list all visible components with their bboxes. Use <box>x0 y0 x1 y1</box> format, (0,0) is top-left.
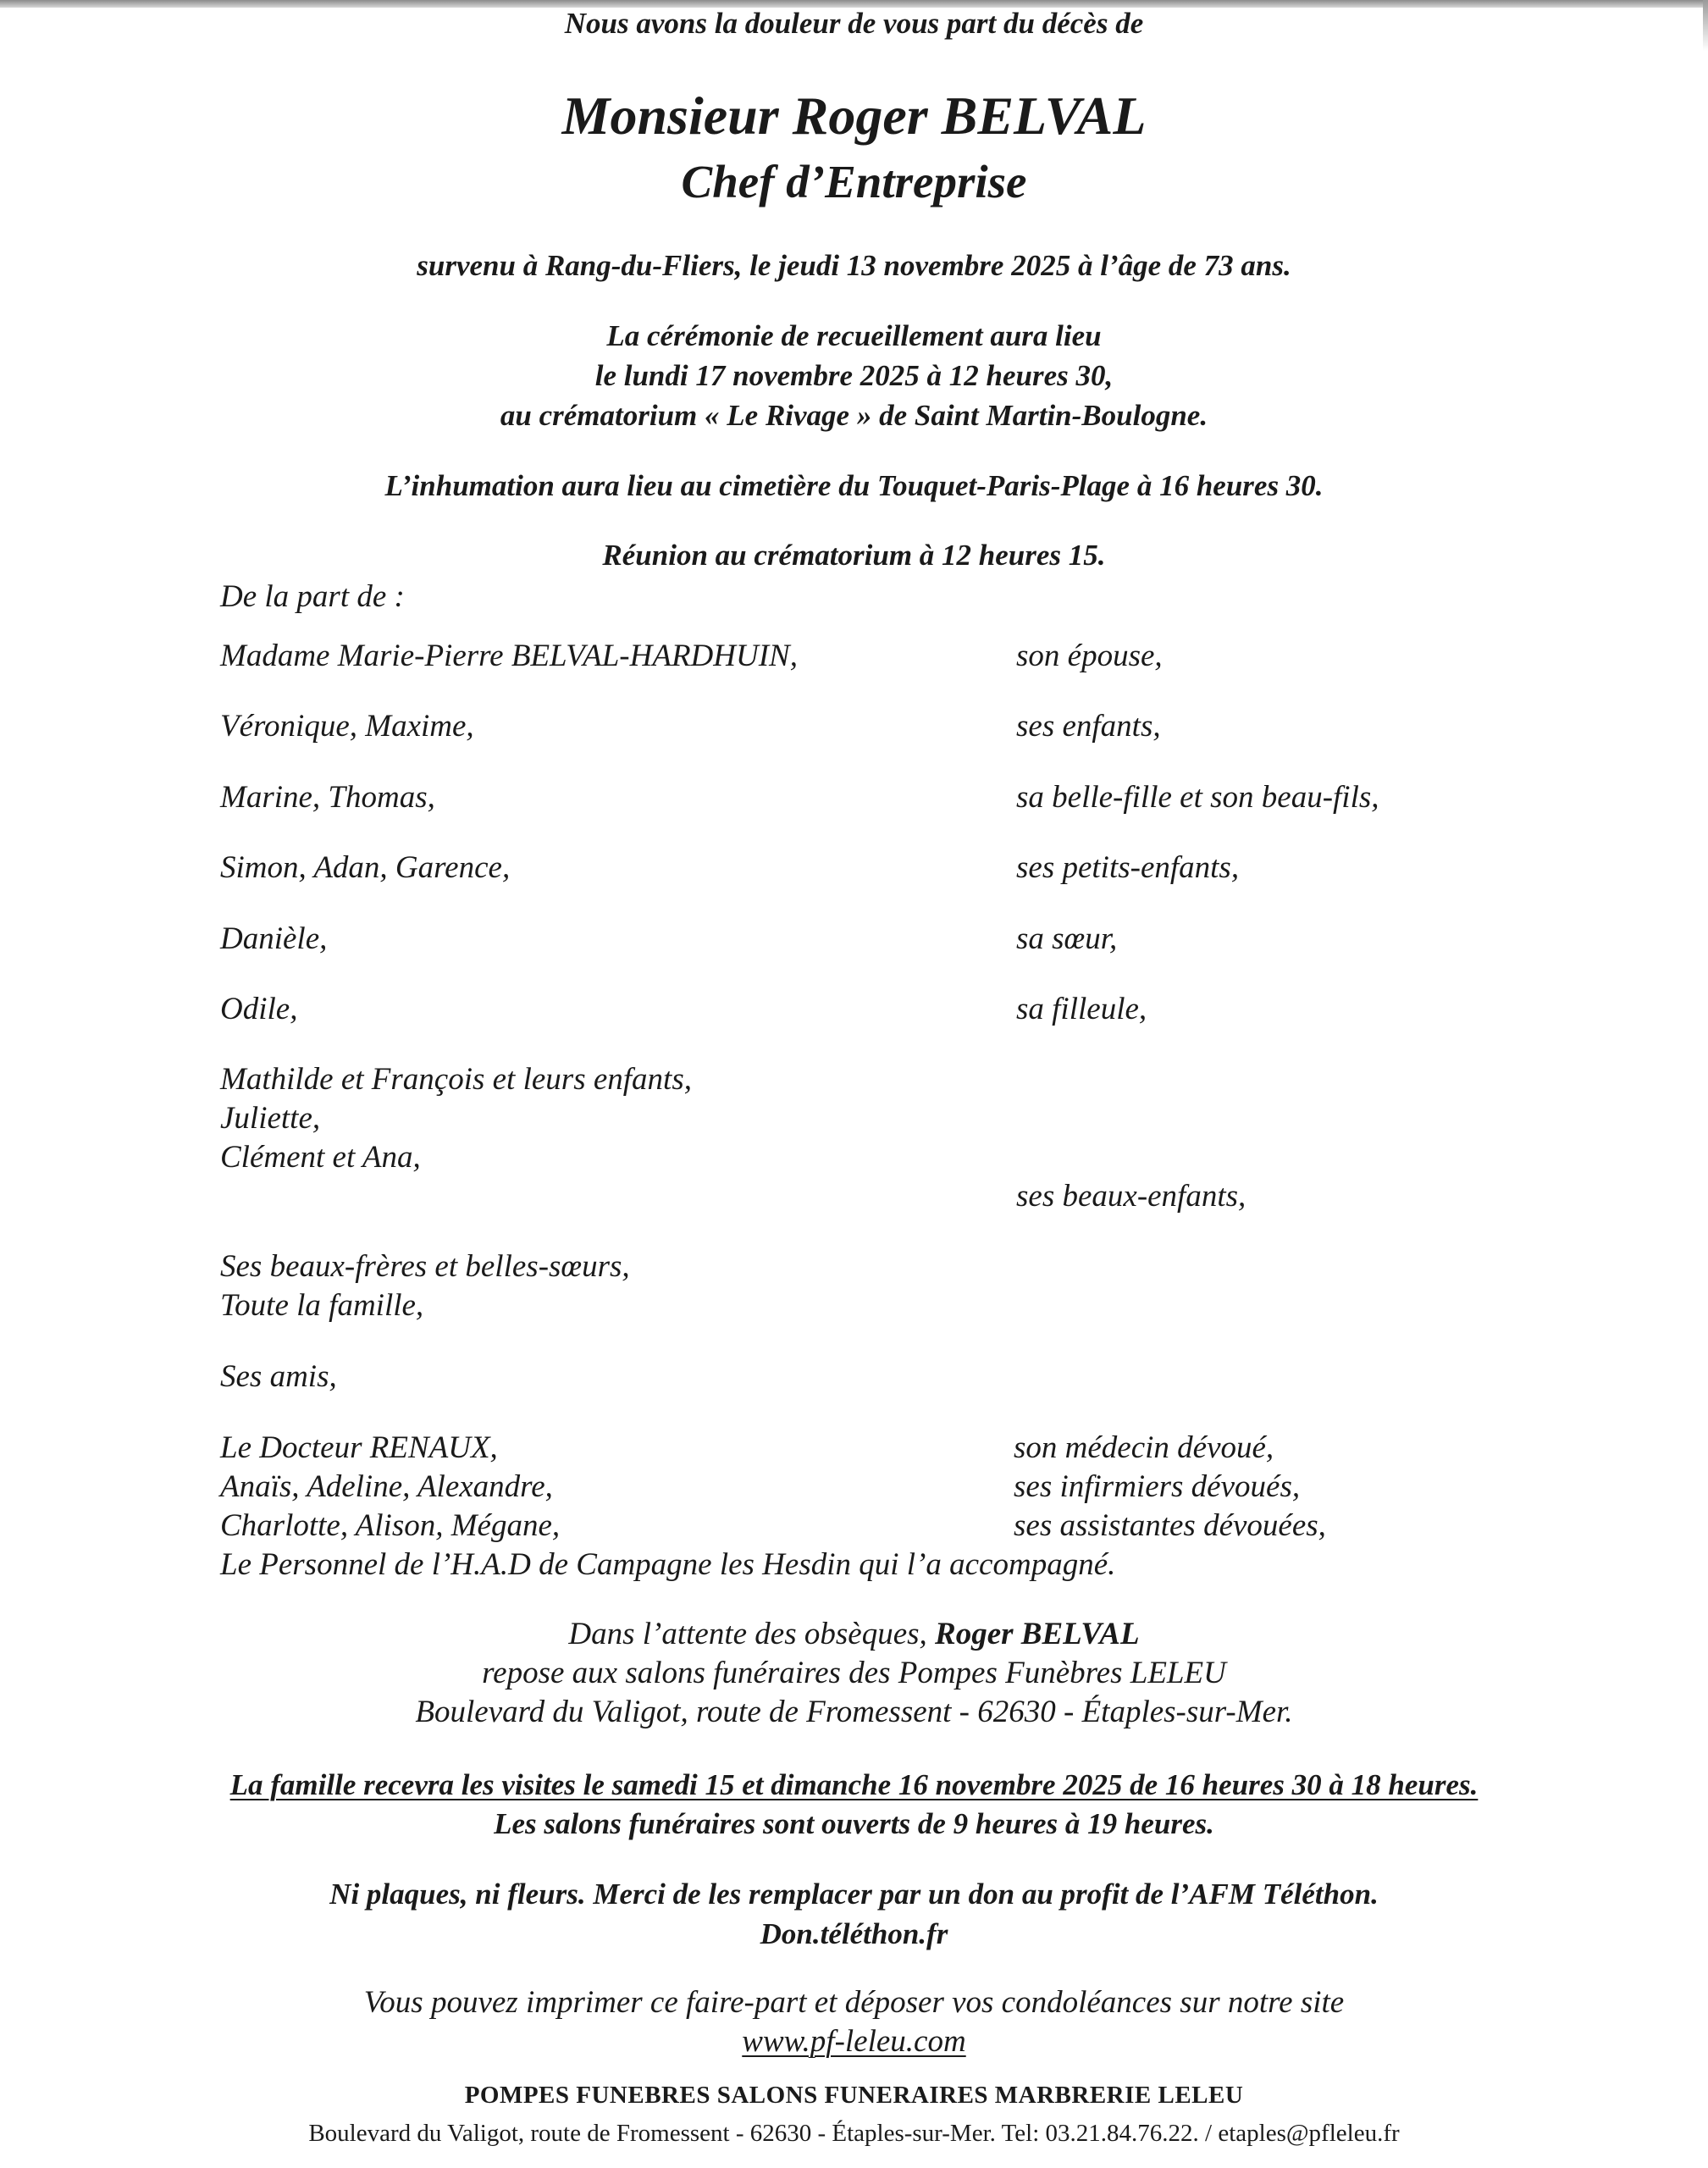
burial-info: L’inhumation aura lieu au cimetière du Touquet-Paris-Plage à 16 heures 30. <box>384 469 1324 502</box>
website-link[interactable]: www.pf-leleu.com <box>742 2024 966 2059</box>
family-name: Simon, Adan, Garence, <box>220 850 511 885</box>
death-notice: survenu à Rang-du-Fliers, le jeudi 13 novembre 2025 à l’âge de 73 ans. <box>417 249 1291 282</box>
family-name: Juliette, <box>220 1101 321 1136</box>
online-line: Vous pouvez imprimer ce faire-part et déposer vos condoléances sur notre site <box>363 1985 1345 2020</box>
stepchildren-names <box>220 1060 692 1177</box>
ceremony-line: La cérémonie de recueillement aura lieu <box>606 319 1102 352</box>
family-name: Clément et Ana, <box>220 1140 421 1175</box>
family-name: Charlotte, Alison, Mégane, <box>220 1508 561 1543</box>
family-relation: ses assistantes dévouées, <box>1014 1508 1326 1543</box>
family-name: Ses beaux-frères et belles-sœurs, <box>220 1249 630 1284</box>
family-relation: son épouse, <box>1016 639 1163 673</box>
family-name: Le Personnel de l’H.A.D de Campagne les Hesdin qui l’a accompagné. <box>220 1547 1116 1582</box>
intro-text: Nous avons la douleur de vous part du décès de <box>564 7 1144 40</box>
ceremony-info <box>0 316 1708 435</box>
family-name: Anaïs, Adeline, Alexandre, <box>220 1469 553 1504</box>
family-relation: son médecin dévoué, <box>1014 1430 1274 1465</box>
rest-line: Boulevard du Valigot, route de Fromessent - 62630 - Étaples-sur-Mer. <box>415 1695 1293 1729</box>
deceased-title: Chef d’Entreprise <box>681 156 1027 207</box>
family-relation: ses beaux-enfants, <box>1016 1179 1246 1214</box>
deceased-name: Monsieur Roger BELVAL <box>561 86 1147 146</box>
family-name: Madame Marie-Pierre BELVAL-HARDHUIN, <box>220 639 798 673</box>
family-name: Le Docteur RENAUX, <box>220 1430 498 1465</box>
visits-info: La famille recevra les visites le samedi 15 et dimanche 16 novembre 2025 de 16 heures 30 à 18 heures. <box>229 1768 1479 1801</box>
donations-line: Ni plaques, ni fleurs. Merci de les remplacer par un don au profit de l’AFM Téléthon. <box>329 1878 1379 1911</box>
family-name: Mathilde et François et leurs enfants, <box>220 1062 692 1097</box>
family-name: Toute la famille, <box>220 1288 424 1323</box>
extended-family <box>220 1247 630 1325</box>
rest-line <box>0 1615 1708 1654</box>
rest-line: repose aux salons funéraires des Pompes Funèbres LELEU <box>482 1656 1226 1690</box>
family-relation: ses petits-enfants, <box>1016 850 1240 885</box>
family-name: Danièle, <box>220 921 328 956</box>
family-name: Odile, <box>220 992 298 1026</box>
family-relation: ses enfants, <box>1016 709 1161 744</box>
from-label: De la part de : <box>220 579 405 614</box>
rest-prefix: Dans l’attente des obsèques, <box>568 1617 936 1651</box>
family-name: Véronique, Maxime, <box>220 709 474 744</box>
footer-company: POMPES FUNEBRES SALONS FUNERAIRES MARBRERIE LELEU <box>464 2082 1244 2109</box>
care-team-relations <box>1014 1429 1326 1546</box>
family-relation: ses infirmiers dévoués, <box>1014 1469 1301 1504</box>
family-relation: sa filleule, <box>1016 992 1147 1026</box>
donations-link: Don.téléthon.fr <box>760 1917 948 1950</box>
ceremony-line: au crématorium « Le Rivage » de Saint Martin-Boulogne. <box>500 399 1208 432</box>
family-relation: sa belle-fille et son beau-fils, <box>1016 780 1379 815</box>
opening-hours: Les salons funéraires sont ouverts de 9 heures à 19 heures. <box>494 1807 1214 1840</box>
online-info <box>0 1983 1708 2061</box>
donations-info <box>0 1874 1708 1954</box>
footer-address: Boulevard du Valigot, route de Fromessent - 62630 - Étaples-sur-Mer. Tel: 03.21.84.76.22. / etaples@pfleleu.fr <box>308 2120 1400 2147</box>
family-relation: sa sœur, <box>1016 921 1118 956</box>
family-name: Marine, Thomas, <box>220 780 435 815</box>
friends-line: Ses amis, <box>220 1359 337 1394</box>
meeting-info: Réunion au crématorium à 12 heures 15. <box>602 539 1106 572</box>
care-team-names <box>220 1429 1115 1585</box>
rest-name: Roger BELVAL <box>935 1617 1140 1651</box>
rest-info <box>0 1615 1708 1732</box>
ceremony-line: le lundi 17 novembre 2025 à 12 heures 30, <box>594 359 1114 392</box>
